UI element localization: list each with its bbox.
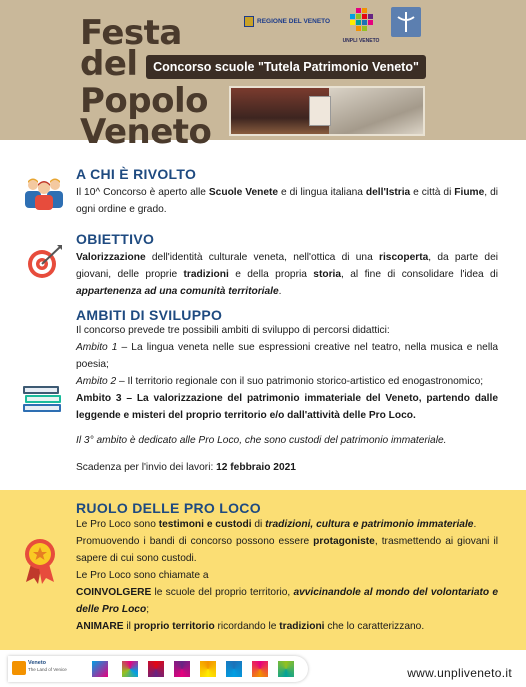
regione-veneto-logo bbox=[244, 16, 330, 27]
section-title-rivolto: A CHI È RIVOLTO bbox=[76, 166, 197, 182]
title-line-4: Veneto bbox=[80, 112, 212, 152]
deadline: Scadenza per l'invio dei lavori: 12 febbraio 2021 bbox=[76, 462, 296, 473]
ambito-2: Ambito 2 – Il territorio regionale con il suo patrimonio storico-artistico ed enogastronomico; bbox=[76, 376, 484, 387]
veneto-logo bbox=[391, 7, 421, 37]
veneto-region-logo bbox=[12, 661, 26, 675]
title-line-2: del bbox=[80, 44, 138, 84]
ambito-3: Ambito 3 – La valorizzazione del patrimonio immateriale del Veneto, partendo dalle leggende e misteri del proprio territorio e/o dall'attività delle Pro Loco. bbox=[76, 393, 498, 421]
ambiti-text bbox=[76, 322, 498, 476]
shield-icon bbox=[244, 16, 254, 27]
ruolo-section bbox=[0, 490, 526, 650]
rivolto-text: Il 10^ Concorso è aperto alle Scuole Venete e di lingua italiana dell'Istria e città di Fiume, di ogni ordine e grado. bbox=[76, 187, 499, 215]
title-line-3: Popolo bbox=[80, 81, 208, 121]
partner-logo-7 bbox=[278, 661, 294, 677]
partner-logos bbox=[8, 656, 308, 682]
books-icon bbox=[21, 380, 63, 419]
event-photo bbox=[229, 86, 425, 136]
unpli-label: UNPLI VENETO bbox=[342, 38, 380, 44]
festa-title bbox=[80, 13, 212, 152]
ambiti-note: Il 3° ambito è dedicato alle Pro Loco, che sono custodi del patrimonio immateriale. bbox=[76, 435, 447, 446]
obiettivo-text: Valorizzazione dell'identità culturale veneta, nell'ottica di una riscoperta, da parte dei giovani, delle proprie tradizioni e della propria storia, al fine di consolidare l'idea di appartenenza ad una comunità territoriale. bbox=[76, 252, 498, 297]
website-link[interactable]: www.unpliveneto.it bbox=[407, 666, 512, 680]
section-title-obiettivo: OBIETTIVO bbox=[76, 231, 155, 247]
ambito-1: Ambito 1 – La lingua veneta nelle sue espressioni creative nel teatro, nella musica e nella poesia; bbox=[76, 342, 499, 370]
partner-logo-5 bbox=[226, 661, 242, 677]
partner-logo-1 bbox=[122, 661, 138, 677]
concorso-subtitle: Concorso scuole "Tutela Patrimonio Veneto" bbox=[146, 55, 426, 79]
ambiti-intro: Il concorso prevede tre possibili ambiti di sviluppo di percorsi didattici: bbox=[76, 325, 390, 336]
partner-logo-6 bbox=[252, 661, 268, 677]
header-banner bbox=[0, 0, 526, 152]
veneto-tagline: The Land of Venice bbox=[28, 667, 67, 672]
partner-logo-4 bbox=[200, 661, 216, 677]
veneto-logo-text: Veneto bbox=[28, 660, 47, 666]
section-title-ambiti: AMBITI DI SVILUPPO bbox=[76, 307, 223, 323]
partner-logo-2 bbox=[148, 661, 164, 677]
target-icon bbox=[24, 244, 64, 285]
unpli-mini-logo bbox=[92, 661, 108, 677]
section-title-ruolo: RUOLO DELLE PRO LOCO bbox=[76, 500, 261, 516]
unpli-veneto-logo bbox=[342, 6, 378, 42]
title-line-1: Festa bbox=[80, 13, 182, 53]
regione-label: REGIONE DEL VENETO bbox=[257, 18, 331, 25]
award-ribbon-icon bbox=[22, 538, 58, 589]
footer-bar bbox=[0, 650, 526, 687]
partner-logo-3 bbox=[174, 661, 190, 677]
ruolo-text: Le Pro Loco sono testimoni e custodi di tradizioni, cultura e patrimonio immateriale. Promuovendo i bandi di concorso possono essere protagoniste, trasmettendo ai giovani il sapere di cui sono custodi. Le Pro Loco sono chiamate a COINVOLGERE le scuole del proprio territorio, avvicinandole al mondo del volontariato e delle Pro Loco; ANIMARE il proprio territorio ricordando le tradizioni che lo caratterizzano. bbox=[76, 519, 498, 632]
people-icon bbox=[22, 176, 66, 215]
